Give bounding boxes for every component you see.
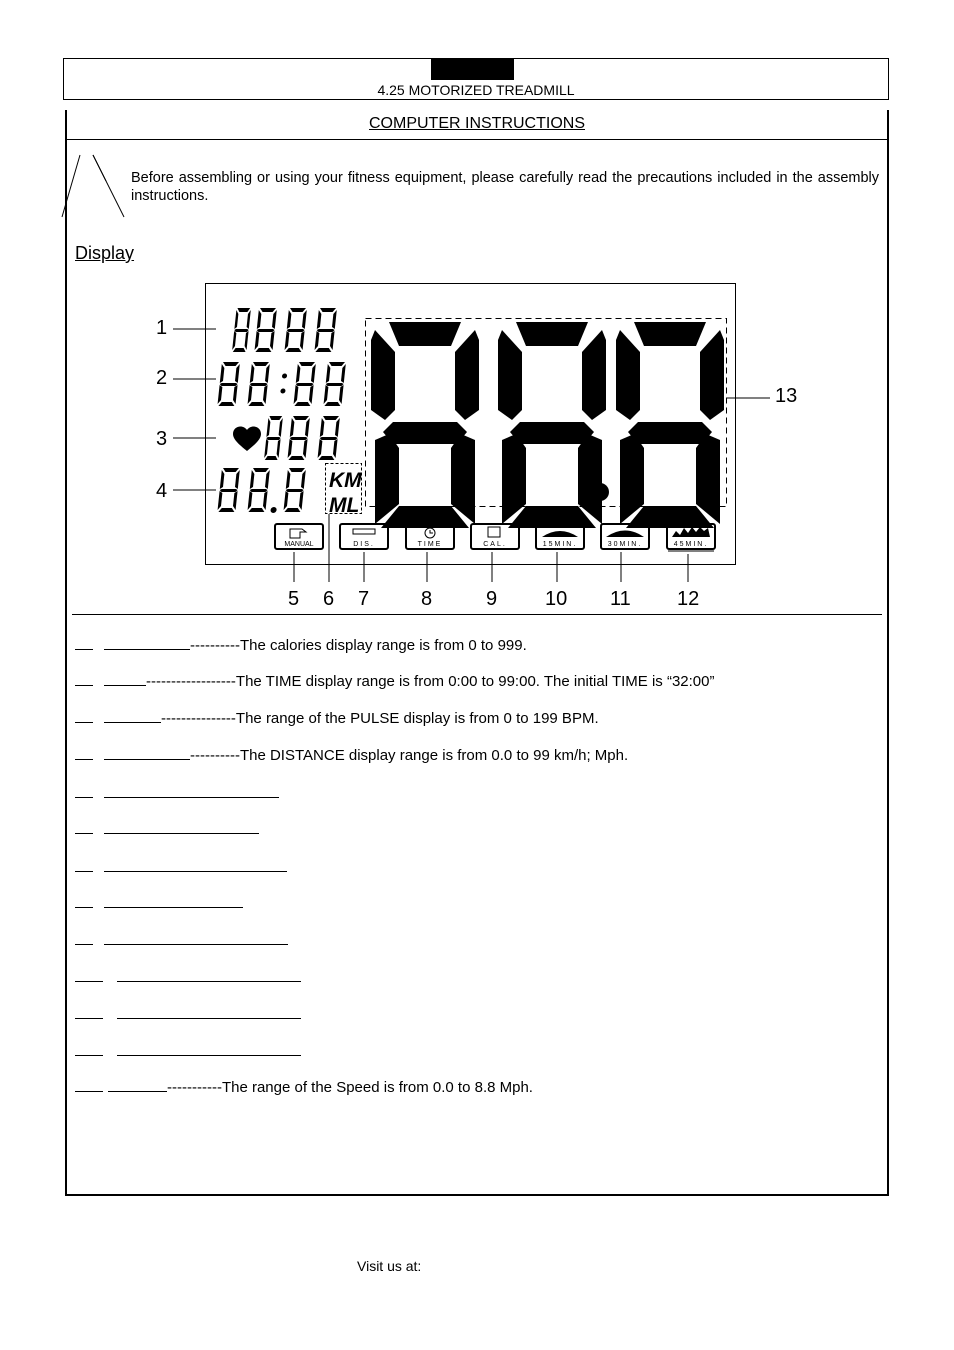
- blank-line: [75, 981, 103, 982]
- warning-triangle-icon: [60, 153, 126, 221]
- section-rule: [67, 139, 889, 140]
- svg-text:45MIN.: 45MIN.: [673, 541, 709, 548]
- program-icon-dis: [340, 524, 388, 549]
- svg-text:MANUAL: MANUAL: [284, 541, 314, 548]
- small-digits-row4: [217, 468, 306, 513]
- callout-11: 11: [610, 588, 631, 610]
- blank-line: [117, 1018, 301, 1019]
- callout-12: 12: [677, 588, 700, 610]
- small-digits-row1: [232, 308, 337, 352]
- blank-line: [75, 797, 93, 798]
- small-digits-row3: [264, 416, 340, 460]
- svg-text:TIME: TIME: [417, 541, 443, 548]
- program-icon-manual: [275, 524, 323, 549]
- callout-3: 3: [156, 428, 168, 450]
- item-row-pulse: [75, 707, 599, 727]
- blank-line: [75, 907, 93, 908]
- heart-icon: [233, 427, 261, 451]
- callout-8: 8: [421, 588, 433, 610]
- blank-line: [75, 944, 93, 945]
- svg-text:DIS.: DIS.: [353, 541, 375, 548]
- svg-text:15MIN.: 15MIN.: [542, 541, 578, 548]
- svg-text:30MIN.: 30MIN.: [607, 541, 643, 548]
- item-text-speed: -----------The range of the Speed is from 0.0 to 8.8 Mph.: [167, 1079, 533, 1096]
- blank-line: [104, 871, 287, 872]
- big-digits: [371, 322, 724, 528]
- blank-line: [104, 797, 279, 798]
- blank-line: [117, 981, 301, 982]
- item-text-pulse: ---------------The range of the PULSE display is from 0 to 199 BPM.: [161, 710, 599, 727]
- blank-line: [104, 833, 259, 834]
- item-text-time: ------------------The TIME display range is from 0:00 to 99:00. The initial TIME is “32:00”: [146, 673, 715, 690]
- blank-line: [75, 1055, 103, 1056]
- callout-6: 6: [323, 588, 335, 610]
- item-row-time: [75, 670, 714, 690]
- unit-ml: ML: [329, 494, 360, 517]
- item-row-calories: [75, 634, 527, 654]
- blank-line: [104, 907, 243, 908]
- callout-13: 13: [775, 385, 798, 407]
- small-digits-row2: [217, 362, 346, 406]
- svg-text:CAL.: CAL.: [483, 541, 507, 548]
- item-text-calories: ----------The calories display range is from 0 to 999.: [190, 637, 527, 654]
- callout-5: 5: [288, 588, 300, 610]
- header-redaction-bar: [431, 59, 514, 80]
- blank-line: [104, 944, 288, 945]
- section-title: COMPUTER INSTRUCTIONS: [369, 115, 585, 132]
- item-row-distance: [75, 744, 628, 764]
- callout-2: 2: [156, 367, 168, 389]
- callout-1: 1: [156, 317, 168, 339]
- blank-line: [75, 1018, 103, 1019]
- callout-10: 10: [545, 588, 568, 610]
- blank-line: [75, 833, 93, 834]
- program-icon-45min: [667, 524, 715, 551]
- header-title: 4.25 MOTORIZED TREADMILL: [377, 82, 575, 98]
- unit-km: KM: [329, 469, 362, 492]
- callout-9: 9: [486, 588, 498, 610]
- display-diagram: [140, 280, 820, 615]
- callout-7: 7: [358, 588, 370, 610]
- item-text-distance: ----------The DISTANCE display range is from 0.0 to 99 km/h; Mph.: [190, 747, 629, 764]
- footer-text: Visit us at:: [357, 1258, 422, 1274]
- item-row-speed: [75, 1076, 533, 1096]
- display-heading: Display: [75, 243, 135, 263]
- blank-line: [117, 1055, 301, 1056]
- separator-rule: [72, 614, 882, 615]
- warning-text: Before assembling or using your fitness equipment, please carefully read the precautions included in the assembly instructions.: [131, 170, 879, 204]
- blank-line: [75, 871, 93, 872]
- callout-4: 4: [156, 480, 168, 502]
